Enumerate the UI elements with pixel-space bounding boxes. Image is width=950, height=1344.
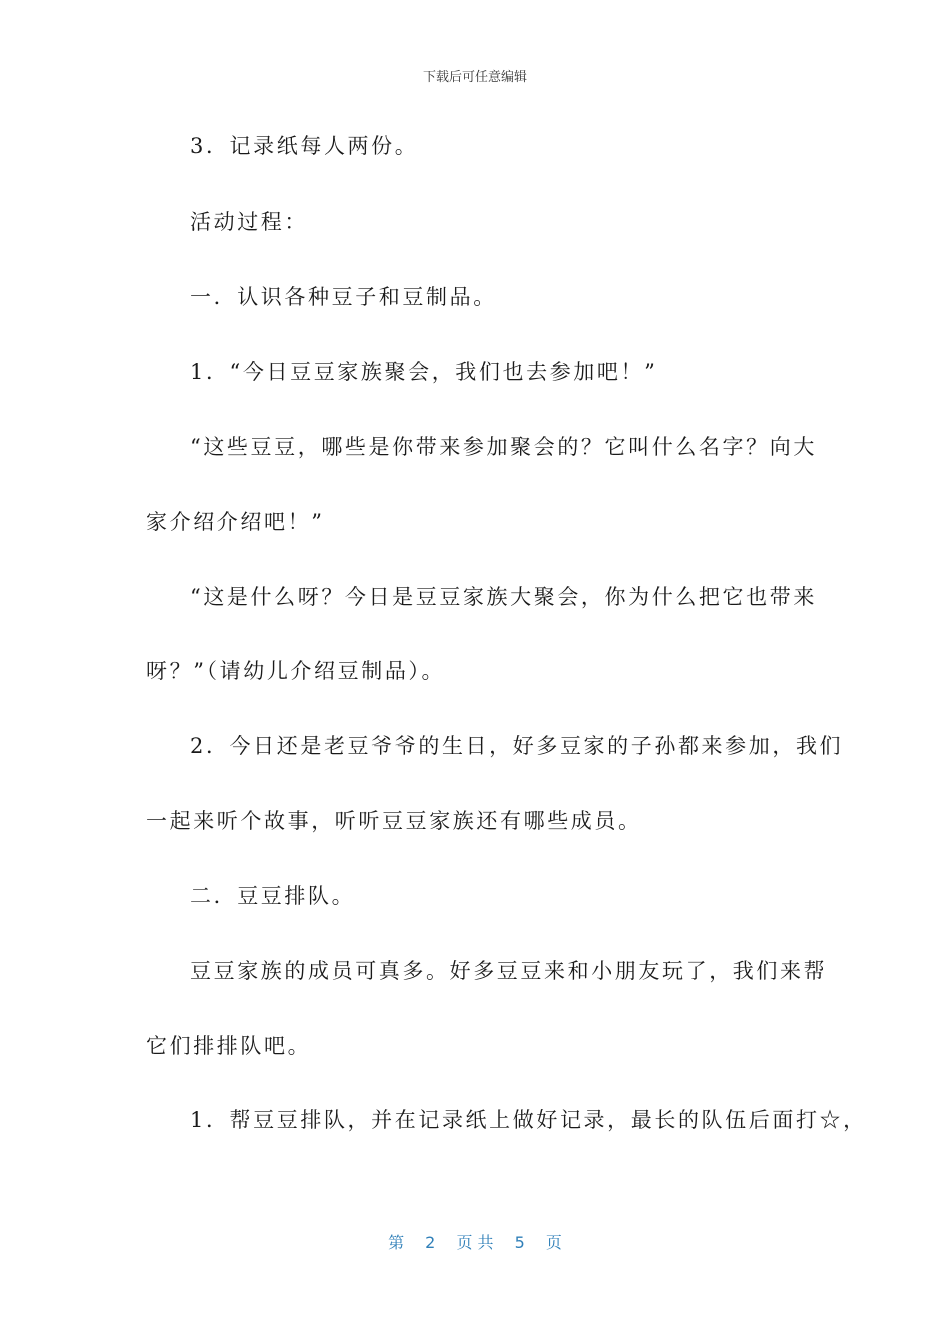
paragraph-line: 活动过程： bbox=[190, 210, 308, 234]
paragraph-line: “这些豆豆，哪些是你带来参加聚会的？它叫什么名字？向大 bbox=[190, 435, 817, 459]
paragraph-line: 一起来听个故事，听听豆豆家族还有哪些成员。 bbox=[146, 809, 642, 833]
paragraph-line: 1．帮豆豆排队，并在记录纸上做好记录，最长的队伍后面打☆， bbox=[190, 1108, 867, 1132]
page-number: 2 bbox=[425, 1233, 436, 1252]
document-header: 下载后可任意编辑 bbox=[422, 70, 527, 85]
paragraph-line: “这是什么呀？今日是豆豆家族大聚会，你为什么把它也带来 bbox=[190, 585, 817, 609]
paragraph-line: 家介绍介绍吧！” bbox=[146, 510, 325, 534]
page-suffix: 页 bbox=[545, 1233, 562, 1252]
paragraph-line: 呀？”（请幼儿介绍豆制品）。 bbox=[146, 659, 446, 683]
page-footer bbox=[0, 1230, 950, 1253]
page-label: 第 bbox=[388, 1233, 405, 1252]
paragraph-line: 它们排排队吧。 bbox=[146, 1034, 312, 1058]
paragraph-line: 豆豆家族的成员可真多。好多豆豆来和小朋友玩了，我们来帮 bbox=[190, 959, 828, 983]
total-label: 页 共 bbox=[456, 1233, 494, 1252]
paragraph-line: 2．今日还是老豆爷爷的生日，好多豆家的子孙都来参加，我们 bbox=[190, 734, 844, 758]
paragraph-line: 1．“今日豆豆家族聚会，我们也去参加吧！” bbox=[190, 360, 658, 384]
paragraph-line: 一．认识各种豆子和豆制品。 bbox=[190, 285, 497, 309]
paragraph-line: 二．豆豆排队。 bbox=[190, 884, 356, 908]
paragraph-line: 3．记录纸每人两份。 bbox=[190, 134, 419, 158]
total-pages: 5 bbox=[514, 1233, 525, 1252]
